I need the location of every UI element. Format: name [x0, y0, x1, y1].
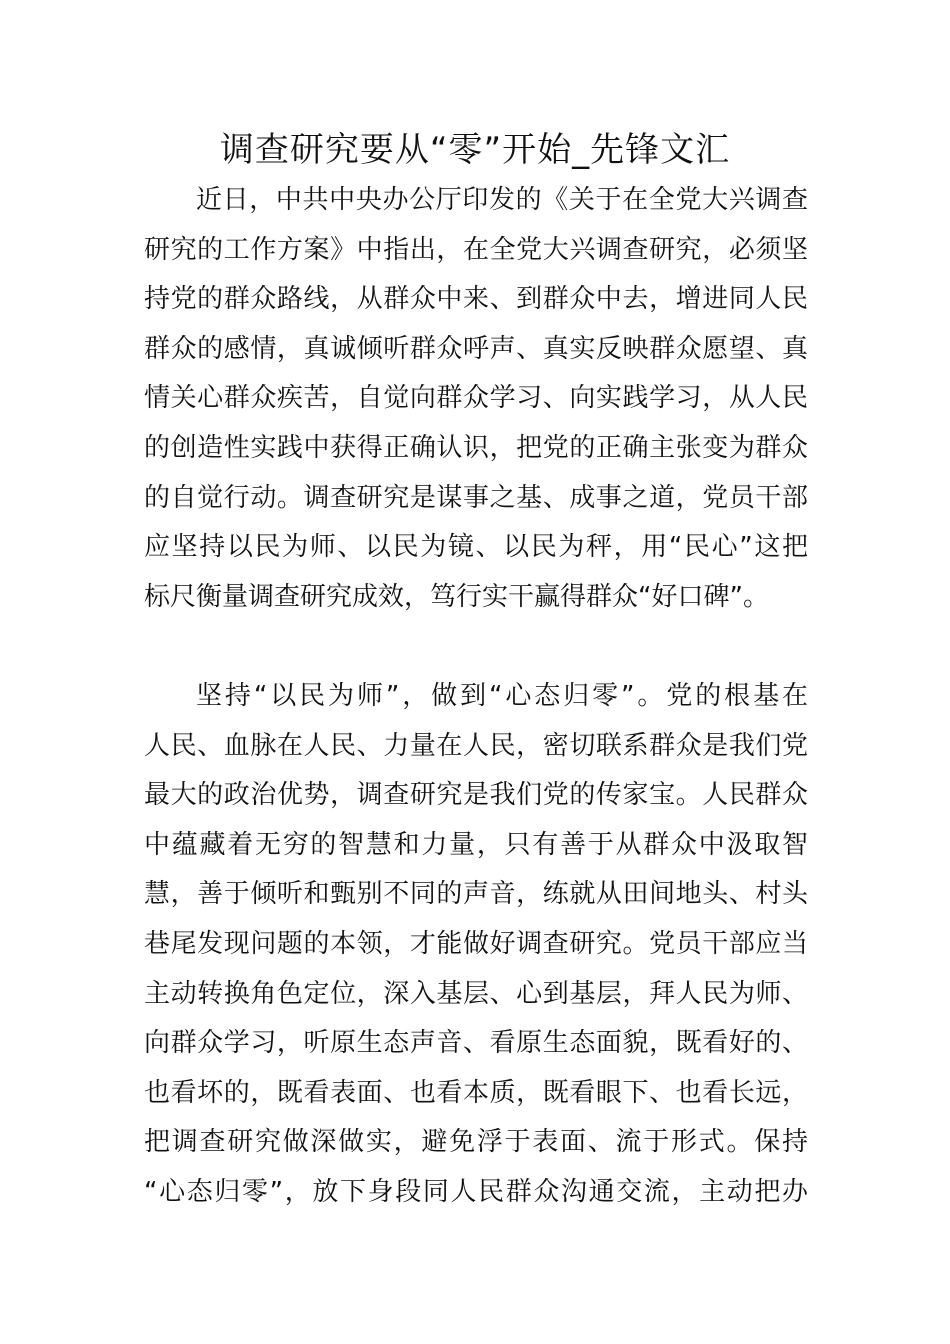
paragraph-line: 的创造性实践中获得正确认识，把党的正确主张变为群众: [144, 432, 808, 463]
paragraph-line: 应坚持以民为师、以民为镜、以民为秤，用“民心”这把: [144, 532, 808, 563]
paragraph-line: 情关心群众疾苦，自觉向群众学习、向实践学习，从人民: [144, 383, 808, 414]
paragraph-line: 也看坏的，既看表面、也看本质，既看眼下、也看长远，: [144, 1077, 808, 1108]
paragraph-line: 最大的政治优势，调查研究是我们党的传家宝。人民群众: [144, 780, 808, 811]
paragraph-line: 把调查研究做深做实，避免浮于表面、流于形式。保持: [144, 1127, 808, 1158]
paragraph-line: 向群众学习，听原生态声音、看原生态面貌，既看好的、: [144, 1028, 808, 1059]
paragraph-line: 群众的感情，真诚倾听群众呼声、真实反映群众愿望、真: [144, 333, 808, 364]
paragraph-line: 持党的群众路线，从群众中来、到群众中去，增进同人民: [144, 284, 808, 315]
document-title: 调查研究要从“零”开始_先锋文汇: [219, 130, 731, 170]
paragraph-line: “心态归零”，放下身段同人民群众沟通交流，主动把办: [144, 1176, 808, 1207]
paragraph-line: 慧，善于倾听和甄别不同的声音，练就从田间地头、村头: [144, 879, 808, 910]
paragraph-line: 的自觉行动。调查研究是谋事之基、成事之道，党员干部: [144, 482, 808, 513]
paragraph-line: 研究的工作方案》中指出，在全党大兴调查研究，必须坚: [144, 234, 808, 265]
paragraph-1: [144, 176, 808, 622]
paragraph-2: [144, 672, 808, 1218]
paragraph-line: 标尺衡量调查研究成效，笃行实干赢得群众“好口碑”。: [144, 581, 769, 612]
paragraph-line: 近日，中共中央办公厅印发的《关于在全党大兴调查: [196, 185, 808, 215]
paragraph-line: 人民、血脉在人民、力量在人民，密切联系群众是我们党: [144, 730, 808, 761]
paragraph-line: 主动转换角色定位，深入基层、心到基层，拜人民为师、: [144, 978, 808, 1009]
paragraph-line: 坚持“以民为师”，做到“心态归零”。党的根基在: [196, 681, 808, 711]
paragraph-line: 中蕴藏着无穷的智慧和力量，只有善于从群众中汲取智: [144, 829, 808, 860]
paragraph-line: 巷尾发现问题的本领，才能做好调查研究。党员干部应当: [144, 928, 808, 959]
